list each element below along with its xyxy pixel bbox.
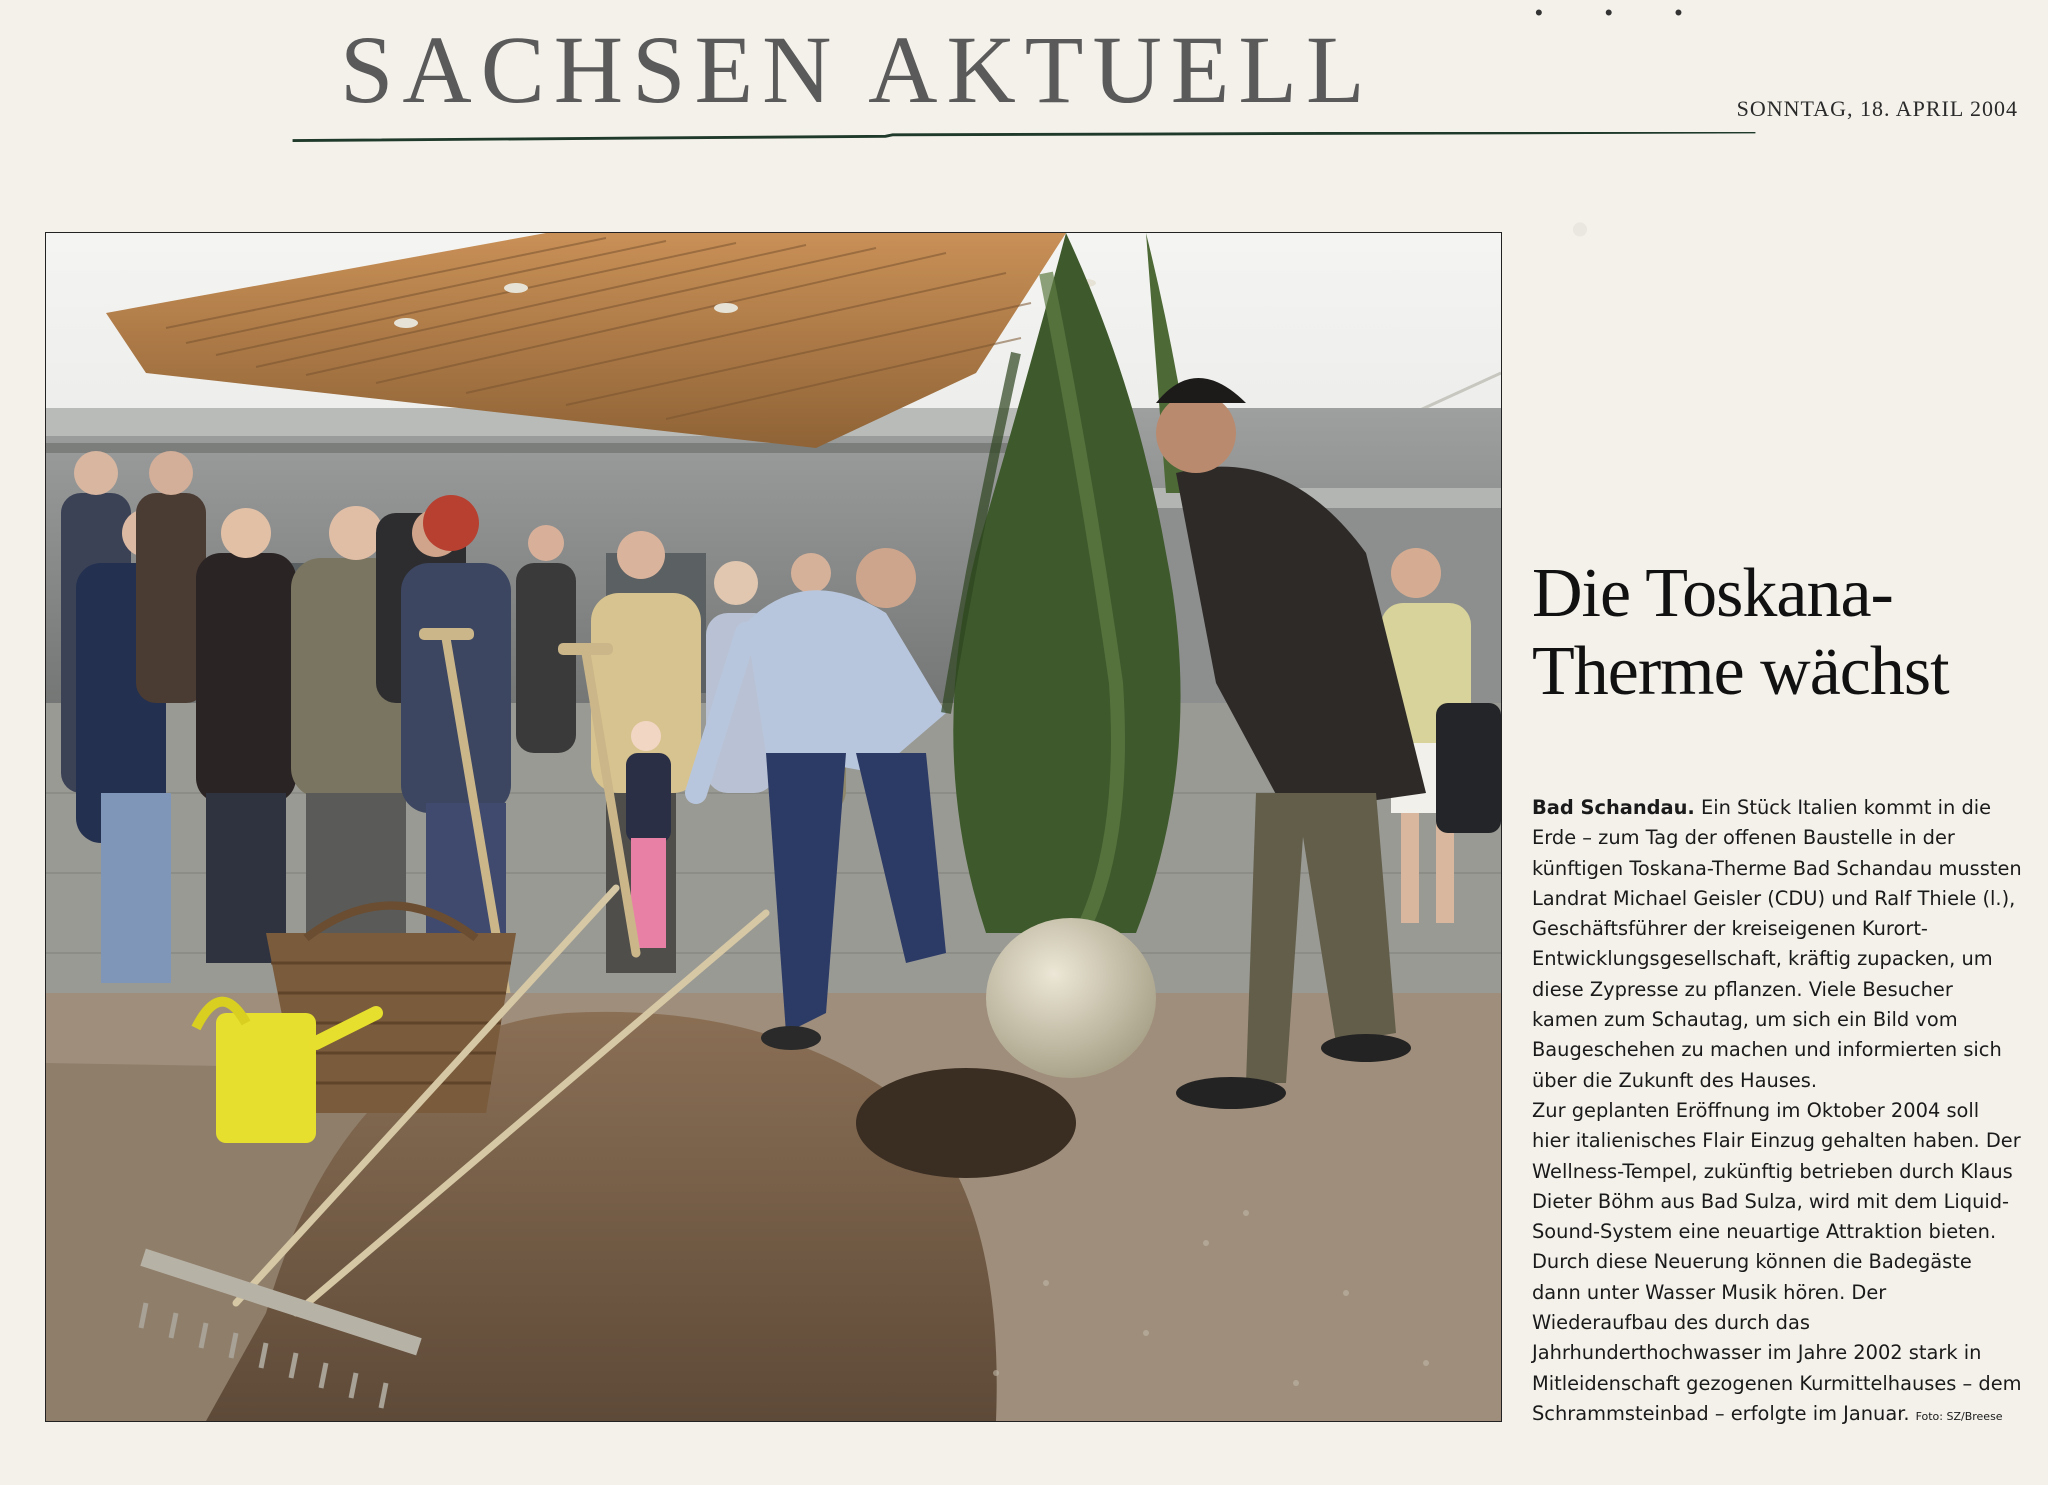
root-ball <box>986 918 1156 1078</box>
section-title: SACHSEN AKTUELL <box>340 16 1374 123</box>
bleed-through-text: · <box>1560 162 1600 295</box>
planting-hole <box>856 1068 1076 1178</box>
paragraph-1-text: Ein Stück Italien kommt in die Erde – zum Tag der offenen Baustelle in der künftigen Toskana-Therme Bad Schandau mussten Landrat Michael Geisler (CDU) und Ralf Thiele (l.), Geschäftsführer der kreiseigenen Kurort-Entwicklungsgesellschaft, kräftig zupacken, um diese Zypresse zu pflanzen. Viele Besucher kamen zum Schautag, um sich ein Bild vom Baugeschehen zu machen und informierten sich über die Zukunft des Hauses. <box>1532 796 2022 1092</box>
photo-credit: Foto: SZ/Breese <box>1915 1409 2003 1423</box>
article-body <box>1532 793 2022 1432</box>
headline-line-2: Therme wächst <box>1532 633 1949 710</box>
decorative-dots: • • • <box>1535 0 1711 25</box>
dateline: Bad Schandau. <box>1532 796 1695 819</box>
paragraph-2-text: Zur geplanten Eröffnung im Oktober 2004 soll hier italienisches Flair Einzug gehalten haben. Der Wellness-Tempel, zukünftig betrieben durch Klaus Dieter Böhm aus Bad Sulza, wird mit dem Liquid-Sound-System eine neuartige Attraktion bieten. Durch diese Neuerung können die Badegäste dann unter Wasser Musik hören. Der Wiederaufbau des durch das Jahrhunderthochwasser im Jahre 2002 stark in Mitleidenschaft gezogenen Kurmittelhauses – dem Schrammsteinbad – erfolgte im Januar. <box>1532 1098 2022 1425</box>
edition-date: SONNTAG, 18. APRIL 2004 <box>1736 96 2018 121</box>
news-photo <box>45 232 1502 1422</box>
masthead-rule <box>0 132 2048 142</box>
headline <box>1532 555 2012 711</box>
masthead <box>0 0 2048 160</box>
paragraph-2 <box>1532 1096 2022 1432</box>
paragraph-1 <box>1532 793 2022 1096</box>
headline-line-1: Die Toskana- <box>1532 555 1893 632</box>
